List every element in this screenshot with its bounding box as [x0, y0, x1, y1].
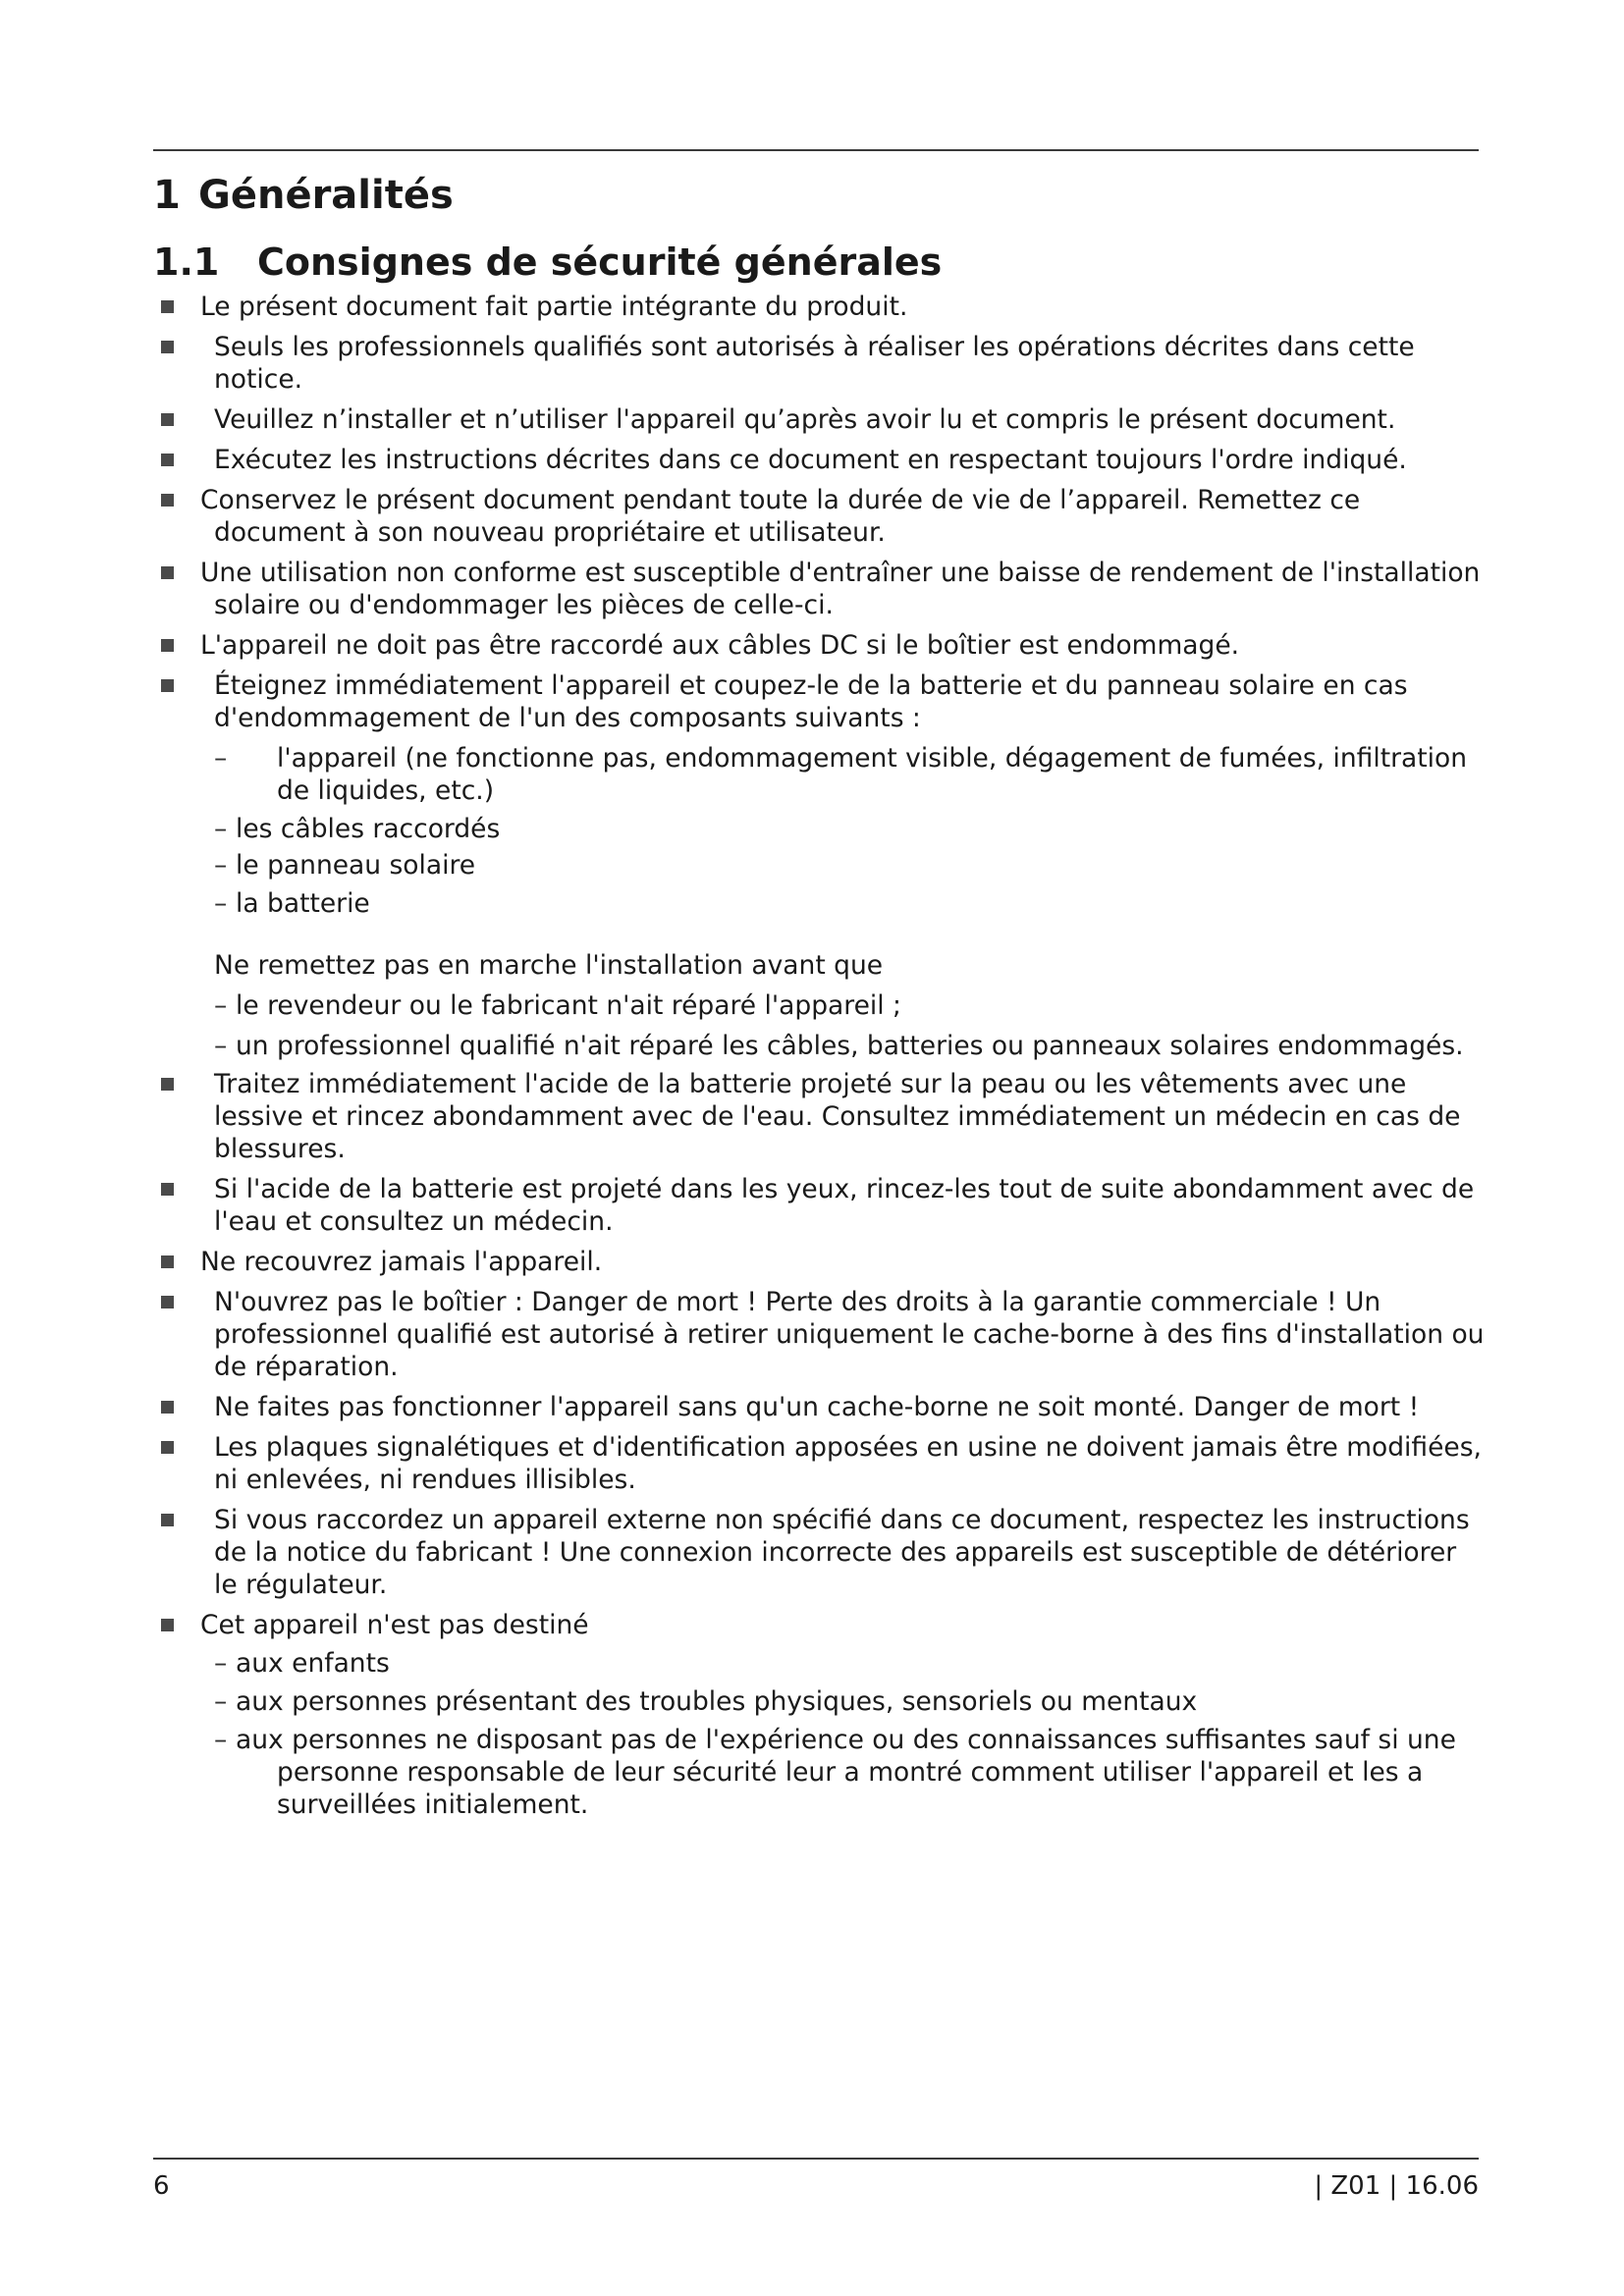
component-item — [153, 849, 1485, 881]
square-bullet-icon — [161, 1183, 174, 1196]
item-text: Ne recouvrez jamais l'appareil. — [200, 1247, 603, 1277]
square-bullet-icon — [161, 639, 174, 652]
condition-text: le revendeur ou le fabricant n'ait réparé l'appareil ; — [236, 990, 901, 1021]
dash-mark: – — [214, 1648, 228, 1679]
component-item — [153, 813, 1485, 845]
dash-mark: – — [214, 850, 228, 881]
square-bullet-icon — [161, 1078, 174, 1091]
square-bullet-icon — [161, 1514, 174, 1526]
list-item — [153, 291, 1485, 323]
square-bullet-icon — [161, 413, 174, 426]
condition-text: un professionnel qualifié n'ait réparé les câbles, batteries ou panneaux solaires endommagés. — [236, 1031, 1464, 1061]
section-number: 1.1 — [153, 240, 220, 284]
list-item — [153, 1286, 1485, 1383]
list-item — [153, 331, 1485, 396]
item-text: L'appareil ne doit pas être raccordé aux câbles DC si le boîtier est endommagé. — [200, 630, 1240, 661]
restart-condition — [153, 1030, 1485, 1062]
component-item — [153, 887, 1485, 920]
list-item — [153, 1609, 1485, 1821]
component-item — [153, 742, 1485, 807]
restart-condition — [153, 989, 1485, 1022]
square-bullet-icon — [161, 494, 174, 507]
item-text: Si vous raccordez un appareil externe non spécifié dans ce document, respectez les instructions de la notice du fabricant ! Une connexion incorrecte des appareils est susceptible de détériorer le régulateur. — [214, 1505, 1470, 1600]
list-item — [153, 669, 1485, 1062]
list-item — [153, 557, 1485, 621]
dash-mark: – — [214, 814, 228, 844]
square-bullet-icon — [161, 454, 174, 466]
square-bullet-icon — [161, 1296, 174, 1308]
square-bullet-icon — [161, 1401, 174, 1414]
square-bullet-icon — [161, 300, 174, 313]
document-reference: | Z01 | 16.06 — [1314, 2171, 1479, 2201]
list-item — [153, 1246, 1485, 1278]
list-item — [153, 1504, 1485, 1601]
item-text: Les plaques signalétiques et d'identification apposées en usine ne doivent jamais être modifiées, ni enlevées, ni rendues illisibles. — [214, 1432, 1482, 1495]
item-text: N'ouvrez pas le boîtier : Danger de mort ! Perte des droits à la garantie commerciale ! Un professionnel qualifié est autorisé à retirer uniquement le cache-borne à des fins d'installation ou de réparation. — [214, 1287, 1485, 1382]
section-title: Consignes de sécurité générales — [257, 240, 943, 284]
chapter-title: Généralités — [198, 173, 454, 218]
item-text: Veuillez n’installer et n’utiliser l'appareil qu’après avoir lu et compris le présent document. — [214, 404, 1396, 435]
item-text: Traitez immédiatement l'acide de la batterie projeté sur la peau ou les vêtements avec une lessive et rincez abondamment avec de l'eau. Consultez immédiatement un médecin en cas de blessures. — [214, 1069, 1461, 1164]
item-text: Seuls les professionnels qualifiés sont autorisés à réaliser les opérations décrites dans cette notice. — [214, 332, 1415, 395]
item-text: Éteignez immédiatement l'appareil et coupez-le de la batterie et du panneau solaire en cas d'endommagement de l'un des composants suivants : — [214, 670, 1408, 733]
dash-mark: – — [214, 990, 228, 1021]
item-text: Conservez le présent document pendant toute la durée de vie de l’appareil. Remettez ce document à son nouveau propriétaire et utilisateur. — [200, 485, 1361, 548]
square-bullet-icon — [161, 1255, 174, 1268]
list-item — [153, 444, 1485, 476]
section-heading — [153, 240, 942, 284]
bottom-rule — [153, 2158, 1479, 2160]
square-bullet-icon — [161, 1441, 174, 1454]
square-bullet-icon — [161, 341, 174, 353]
item-text: Une utilisation non conforme est susceptible d'entraîner une baisse de rendement de l'installation solaire ou d'endommager les pièces de celle-ci. — [200, 558, 1481, 620]
top-rule — [153, 149, 1479, 151]
dash-mark: – — [214, 1725, 228, 1755]
list-item — [153, 1173, 1485, 1238]
list-item — [153, 1068, 1485, 1165]
square-bullet-icon — [161, 679, 174, 692]
not-intended-item — [153, 1685, 1485, 1718]
restart-intro: Ne remettez pas en marche l'installation avant que — [214, 950, 884, 981]
square-bullet-icon — [161, 1619, 174, 1631]
list-item — [153, 629, 1485, 662]
dash-mark: – — [214, 888, 228, 919]
not-intended-text: aux personnes présentant des troubles physiques, sensoriels ou mentaux — [236, 1686, 1198, 1717]
item-text: Cet appareil n'est pas destiné — [200, 1610, 589, 1640]
dash-mark: – — [214, 743, 228, 774]
safety-list — [153, 291, 1485, 1821]
list-item — [153, 484, 1485, 549]
not-intended-item — [153, 1647, 1485, 1680]
component-text: les câbles raccordés — [236, 814, 501, 844]
dash-mark: – — [214, 1031, 228, 1061]
list-item — [153, 1391, 1485, 1423]
square-bullet-icon — [161, 566, 174, 579]
component-text: l'appareil (ne fonctionne pas, endommagement visible, dégagement de fumées, infiltration de liquides, etc.) — [277, 743, 1467, 806]
page-number: 6 — [153, 2171, 170, 2201]
not-intended-text: aux enfants — [236, 1648, 390, 1679]
item-text: Ne faites pas fonctionner l'appareil sans qu'un cache-borne ne soit monté. Danger de mort ! — [214, 1392, 1420, 1422]
item-text: Exécutez les instructions décrites dans ce document en respectant toujours l'ordre indiqué. — [214, 445, 1407, 475]
component-text: la batterie — [236, 888, 370, 919]
list-item — [153, 403, 1485, 436]
item-text: Le présent document fait partie intégrante du produit. — [200, 292, 908, 322]
list-item — [153, 1431, 1485, 1496]
dash-mark: – — [214, 1686, 228, 1717]
not-intended-text: aux personnes ne disposant pas de l'expérience ou des connaissances suffisantes sauf si une personne responsable de leur sécurité leur a montré comment utiliser l'appareil et les a surveillées initialement. — [236, 1725, 1456, 1820]
component-text: le panneau solaire — [236, 850, 476, 881]
chapter-heading — [153, 173, 454, 218]
item-text: Si l'acide de la batterie est projeté dans les yeux, rincez-les tout de suite abondamment avec de l'eau et consultez un médecin. — [214, 1174, 1475, 1237]
chapter-number: 1 — [153, 173, 181, 218]
not-intended-item — [153, 1724, 1485, 1821]
